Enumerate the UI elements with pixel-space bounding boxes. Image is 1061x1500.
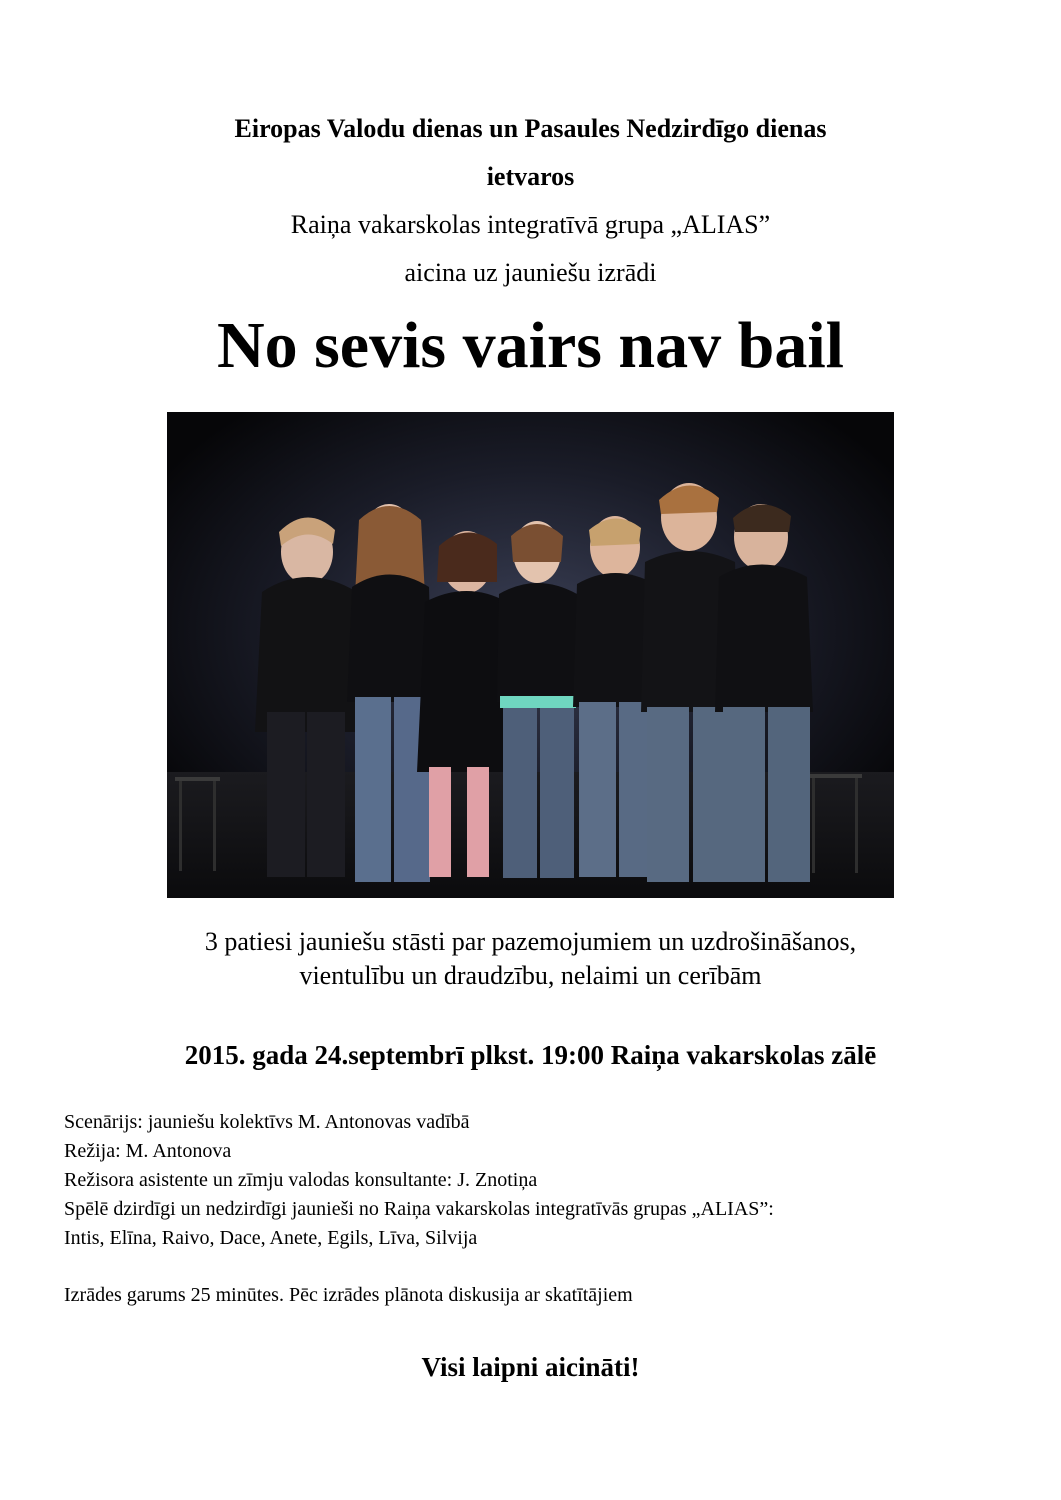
tagline-line-1: 3 patiesi jauniešu stāsti par pazemojumiem un uzdrošināšanos, (204, 927, 857, 956)
header-line-2: ietvaros (486, 162, 575, 191)
closing-line: Visi laipni aicināti! (421, 1352, 640, 1382)
group-photo-icon (167, 412, 894, 898)
credit-direction: Režija: M. Antonova (64, 1140, 232, 1162)
tagline-line-2: vientulību un draudzību, nelaimi un cerībām (299, 961, 762, 990)
duration-note: Izrādes garums 25 minūtes. Pēc izrādes plānota diskusija ar skatītājiem (64, 1284, 633, 1306)
header-line-4: aicina uz jauniešu izrādi (404, 258, 657, 287)
header-line-3: Raiņa vakarskolas integratīvā grupa „ALIAS” (290, 210, 771, 239)
header-line-1: Eiropas Valodu dienas un Pasaules Nedzirdīgo dienas (234, 114, 827, 143)
event-date: 2015. gada 24.septembrī plkst. 19:00 Raiņa vakarskolas zālē (184, 1040, 877, 1070)
credit-cast-names: Intis, Elīna, Raivo, Dace, Anete, Egils, Līva, Silvija (64, 1227, 478, 1249)
group-photo (167, 412, 894, 898)
poster-title: No sevis vairs nav bail (216, 309, 845, 382)
credits-list (64, 1108, 1004, 1253)
credit-performers: Spēlē dzirdīgi un nedzirdīgi jaunieši no Raiņa vakarskolas integratīvās grupas „ALIAS”: (64, 1198, 774, 1220)
credit-assistant: Režisora asistente un zīmju valodas konsultante: J. Znotiņa (64, 1169, 538, 1191)
credit-script: Scenārijs: jauniešu kolektīvs M. Antonovas vadībā (64, 1111, 470, 1133)
